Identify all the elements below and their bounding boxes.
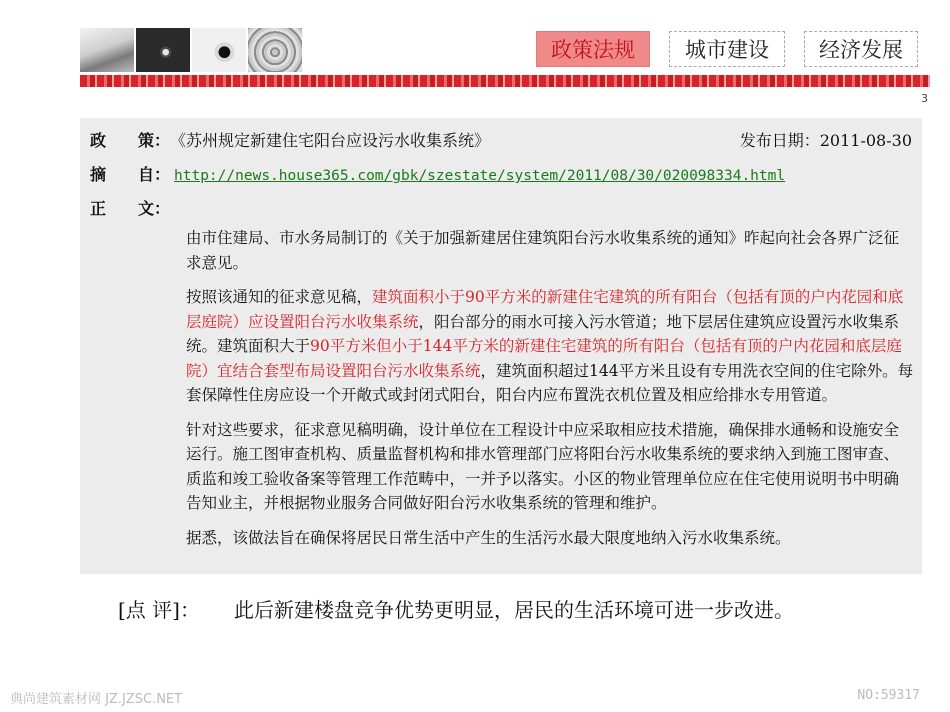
article-body	[186, 226, 914, 560]
policy-row	[90, 128, 912, 151]
p2-text-e: ，建筑面积超过144平方米且设有专用洗衣空间的住宅除外。每套保障性住房应设一个开敞式或封闭式阳台，阳台内应布置洗衣机位置及相应给排水专用管道。	[186, 361, 914, 404]
p2-text-c: ，阳台部分的雨水可接入污水管道；地下层居住建筑应设置污水收集系统。建筑面积大于	[186, 312, 900, 355]
source-row	[90, 162, 785, 185]
header-image-strip	[80, 28, 302, 72]
policy-title: 《苏州规定新建住宅阳台应设污水收集系统》	[170, 131, 491, 150]
body-label: 正 文：	[90, 199, 171, 218]
nav-tab-economy[interactable]: 经济发展	[804, 31, 918, 67]
page-number: 3	[921, 92, 928, 105]
p2-highlight-1: 建筑面积小于90平方米的新建住宅建筑的所有阳台（包括有顶的户内花园和底层庭院）应设置阳台污水收集系统	[186, 288, 904, 331]
publish-date	[740, 128, 912, 151]
date-value: 2011-08-30	[819, 131, 912, 150]
paragraph-4: 据悉，该做法旨在确保将居民日常生活中产生的生活污水最大限度地纳入污水收集系统。	[186, 528, 791, 547]
p2-text-a: 按照该通知的征求意见稿，	[186, 288, 373, 306]
pebble-thumbnail	[192, 28, 246, 72]
source-label: 摘 自：	[90, 165, 171, 184]
date-label: 发布日期：	[739, 131, 820, 150]
paragraph-1: 由市住建局、市水务局制订的《关于加强新建居住建筑阳台污水收集系统的通知》昨起向社会各界广泛征求意见。	[186, 229, 900, 272]
nav-tab-policy[interactable]: 政策法规	[536, 31, 650, 67]
footer-number: NO:59317	[857, 688, 920, 703]
nav-tab-urban-construction[interactable]: 城市建设	[669, 31, 785, 67]
decorative-red-band	[80, 75, 930, 87]
paragraph-3: 针对这些要求，征求意见稿明确，设计单位在工程设计中应采取相应技术措施，确保排水通畅和设施安全运行。施工图审查机构、质量监督机构和排水管理部门应将阳台污水收集系统的要求纳入到施工图审查、质监和竣工验收备案等管理工作范畴中，一并予以落实。小区的物业管理单位应在住宅使用说明书中明确告知业主，并根据物业服务合同做好阳台污水收集系统的管理和维护。	[186, 420, 900, 512]
paragraph-2	[186, 285, 914, 408]
comment-text: 此后新建楼盘竞争优势更明显，居民的生活环境可进一步改进。	[234, 598, 794, 622]
stones-thumbnail	[136, 28, 190, 72]
p2-highlight-2: 90平方米但小于144平方米的新建住宅建筑的所有阳台（包括有顶的户内花园和底层庭院）宜结合套型布局设置阳台污水收集系统	[186, 337, 902, 380]
article-panel	[80, 118, 922, 574]
comment-label: [点 评]：	[118, 598, 200, 622]
policy-label: 政 策：	[90, 131, 171, 150]
ripple-thumbnail	[248, 28, 302, 72]
source-link[interactable]: http://news.house365.com/gbk/szestate/system/2011/08/30/020098334.html	[174, 168, 786, 184]
body-label-row	[90, 196, 170, 219]
landscape-thumbnail	[80, 28, 134, 72]
comment-line	[118, 594, 794, 623]
footer-watermark: 典尚建筑素材网 JZ.JZSC.NET	[10, 692, 183, 707]
